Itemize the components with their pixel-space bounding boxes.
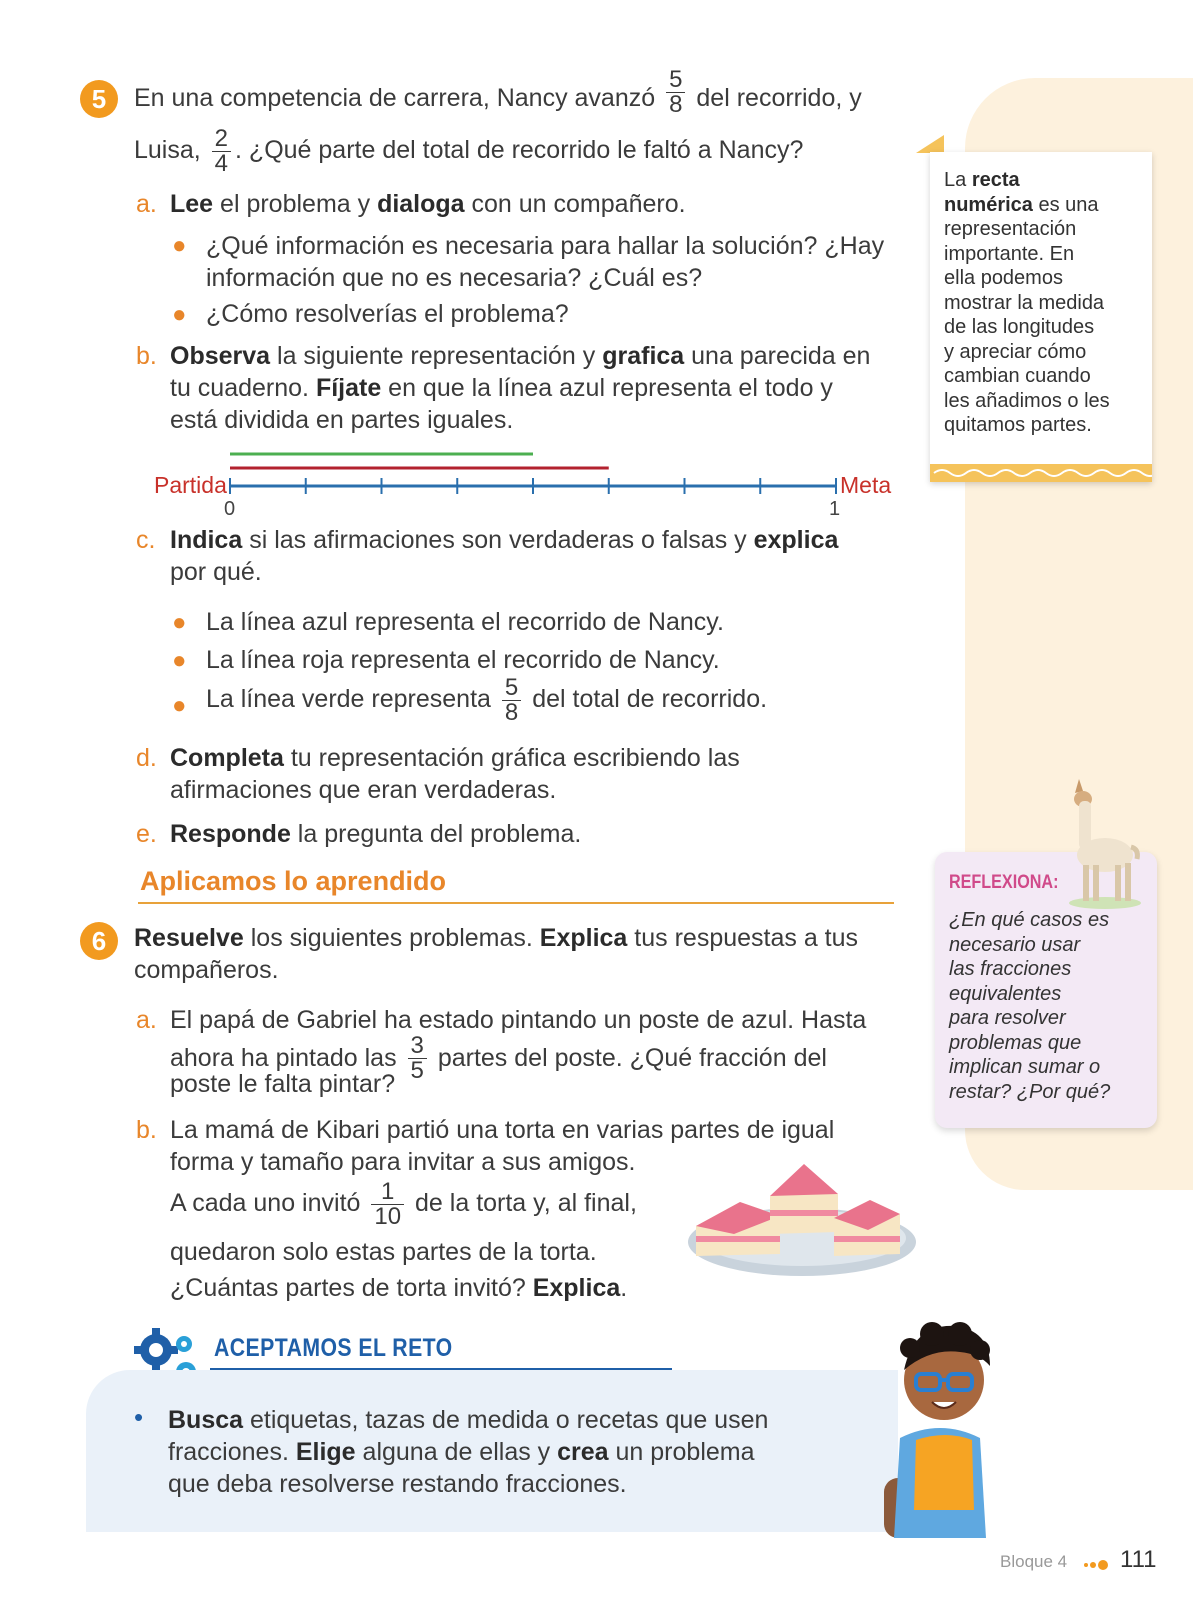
reflexiona-line: ¿En qué casos es <box>949 909 1110 931</box>
reflexiona-line: restar? ¿Por qué? <box>949 1080 1111 1103</box>
item-text: con un compañero. <box>464 190 686 218</box>
reflexiona-title: REFLEXIONA: <box>949 872 1059 893</box>
item-text: la pregunta del problema. <box>290 820 582 848</box>
item-text: tu cuaderno. <box>170 374 316 402</box>
item-text: afirmaciones que eran verdaderas. <box>170 776 557 804</box>
item-6a-line-1: El papá de Gabriel ha estado pintando un poste de azul. Hasta <box>170 1006 867 1034</box>
fraction-denominator: 8 <box>504 699 519 726</box>
item-text: un problema <box>608 1438 755 1466</box>
bold-word: Elige <box>295 1438 356 1466</box>
reflexiona-line: problemas que <box>949 1031 1082 1054</box>
note-line: de las longitudes <box>944 316 1095 338</box>
item-5e-text <box>170 818 581 850</box>
reflexiona-line: necesario usar <box>949 933 1081 956</box>
fraction-3-5 <box>408 1034 427 1083</box>
fraction-denominator: 10 <box>374 1203 402 1230</box>
item-5b-letter: b. <box>136 342 157 370</box>
note-line: quitamos partes. <box>944 414 1092 436</box>
item-5c-letter: c. <box>136 526 156 554</box>
item-text: la siguiente representación y <box>270 342 603 370</box>
bold-word: Explica <box>539 924 628 952</box>
section-heading: Aplicamos lo aprendido <box>140 866 447 896</box>
number-line-start-label: Partida <box>154 472 227 498</box>
note-line: mostrar la medida <box>944 291 1105 314</box>
fraction-numerator: 5 <box>666 68 685 93</box>
bold-word: Resuelve <box>134 924 244 952</box>
item-5b-text <box>170 340 870 436</box>
problem-5-text: Luisa, <box>134 136 201 165</box>
number-line-tick-1: 1 <box>829 498 841 520</box>
item-5c-bullet-3 <box>206 676 767 725</box>
bullet-icon: ● <box>172 232 187 259</box>
fraction-denominator: 4 <box>214 150 229 177</box>
bullet-icon: ● <box>172 301 187 328</box>
fraction-5-8 <box>502 676 521 725</box>
number-line-tick-0: 0 <box>224 498 236 520</box>
problem-5-text: . ¿Qué parte del total de recorrido le faltó a Nancy? <box>235 136 804 165</box>
item-text: A cada uno invitó <box>170 1189 361 1218</box>
bold-word: dialoga <box>377 190 465 218</box>
reflexiona-line: las fracciones <box>949 958 1072 980</box>
fraction-denominator: 5 <box>410 1057 424 1084</box>
page-number: 111 <box>1120 1546 1157 1573</box>
item-text: ¿Cuántas partes de torta invitó? <box>170 1274 533 1302</box>
item-5a-bullet-2: ¿Cómo resolverías el problema? <box>206 300 569 328</box>
item-5d-text <box>170 742 740 806</box>
item-text: fracciones. <box>168 1438 296 1466</box>
number-line-diagram <box>220 446 850 506</box>
reflexiona-text <box>949 908 1149 1104</box>
problem-5-text: En una competencia de carrera, Nancy avanzó <box>134 84 656 113</box>
bullet-text: del total de recorrido. <box>532 685 768 714</box>
bold-word: Busca <box>168 1406 244 1434</box>
problem-5-line-1 <box>134 66 862 118</box>
item-6b-line-1: La mamá de Kibari partió una torta en varias partes de igual <box>170 1116 835 1144</box>
reto-title: ACEPTAMOS EL RETO <box>214 1334 453 1362</box>
problem-6-text <box>134 922 858 986</box>
fraction-2-4 <box>212 127 231 176</box>
section-divider <box>138 902 894 904</box>
item-6b-line-4: quedaron solo estas partes de la torta. <box>170 1238 597 1266</box>
bold-word: crea <box>557 1438 609 1466</box>
fraction-numerator: 5 <box>502 676 521 701</box>
item-5c-text <box>170 524 838 588</box>
bullet-icon: • <box>134 1402 144 1432</box>
note-wave-border <box>930 464 1152 482</box>
item-text: los siguientes problemas. <box>243 924 540 952</box>
item-text: en que la línea azul representa el todo y <box>381 374 833 402</box>
fraction-numerator: 2 <box>212 127 231 152</box>
item-6b-line-2: forma y tamaño para invitar a sus amigos. <box>170 1148 636 1176</box>
reflexiona-line: para resolver <box>949 1007 1066 1029</box>
item-5d-letter: d. <box>136 744 157 772</box>
item-5c-bullet-2: La línea roja representa el recorrido de Nancy. <box>206 646 720 674</box>
item-text: que deba resolverse restando fracciones. <box>168 1470 627 1498</box>
item-text: de la torta y, al final, <box>415 1189 637 1218</box>
problem-5-text: del recorrido, y <box>696 84 862 113</box>
number-line-end-label: Meta <box>840 472 892 498</box>
note-line: cambian cuando <box>944 365 1091 387</box>
reflexiona-line: implican sumar o <box>949 1056 1101 1078</box>
item-6a-line-3: poste le falta pintar? <box>170 1070 396 1098</box>
fraction-1-10 <box>371 1180 404 1229</box>
fraction-numerator: 1 <box>371 1180 404 1205</box>
note-text-suffix: es una <box>1032 193 1099 216</box>
item-5e-letter: e. <box>136 820 157 848</box>
item-text: ahora ha pintado las <box>170 1044 397 1073</box>
item-6b-line-3 <box>170 1180 637 1229</box>
fraction-numerator: 3 <box>408 1034 427 1059</box>
item-text: tu representación gráfica escribiendo las <box>283 744 740 772</box>
bullet-text: La línea verde representa <box>206 685 491 714</box>
cake-plate-illustration <box>684 1156 920 1278</box>
problem-6-number: 6 <box>80 922 118 960</box>
item-6b-line-5 <box>170 1272 627 1304</box>
bold-word: Observa <box>170 342 271 370</box>
item-5c-bullet-1: La línea azul representa el recorrido de Nancy. <box>206 608 724 636</box>
note-bold-recta: recta <box>971 169 1020 191</box>
bullet-icon: ● <box>172 692 187 719</box>
sidebar-note-text <box>930 152 1152 454</box>
item-5a-bullet-1 <box>206 230 884 294</box>
note-line: representación <box>944 218 1077 240</box>
item-text: . <box>620 1274 628 1302</box>
bold-word: Lee <box>170 190 214 218</box>
item-5a-letter: a. <box>136 190 157 218</box>
bold-word: Fíjate <box>315 374 382 402</box>
llama-illustration <box>1055 775 1145 910</box>
item-text: partes del poste. ¿Qué fracción del <box>437 1044 827 1073</box>
fraction-5-8 <box>666 68 685 117</box>
note-line: y apreciar cómo <box>944 340 1087 363</box>
bold-word: Explica <box>532 1274 621 1302</box>
boy-illustration <box>880 1318 1010 1540</box>
reflexiona-line: equivalentes <box>949 982 1062 1005</box>
sidebar-note-card <box>930 152 1152 482</box>
item-text: por qué. <box>170 558 262 586</box>
item-6a-letter: a. <box>136 1006 157 1034</box>
item-text: si las afirmaciones son verdaderas o falsas y <box>242 526 754 554</box>
item-text: compañeros. <box>134 956 279 984</box>
item-text: una parecida en <box>684 342 871 370</box>
reto-text <box>168 1404 768 1500</box>
problem-5-line-2 <box>134 127 803 176</box>
note-bold-numerica: numérica <box>944 193 1033 216</box>
note-line: ella podemos <box>944 267 1063 289</box>
note-line: importante. En <box>944 242 1075 265</box>
item-text: alguna de ellas y <box>355 1438 558 1466</box>
bullet-text: ¿Qué información es necesaria para hallar la solución? ¿Hay <box>206 232 885 260</box>
bold-word: Completa <box>170 744 284 772</box>
item-text: etiquetas, tazas de medida o recetas que usen <box>243 1406 769 1434</box>
bold-word: Responde <box>170 820 291 848</box>
item-text: está dividida en partes iguales. <box>170 406 514 434</box>
bullet-icon: ● <box>172 609 187 636</box>
problem-5-number: 5 <box>80 80 118 118</box>
bold-word: Indica <box>170 526 243 554</box>
item-text: el problema y <box>213 190 378 218</box>
item-5a-text <box>170 188 686 220</box>
bullet-icon: ● <box>172 647 187 674</box>
item-text: tus respuestas a tus <box>627 924 859 952</box>
bold-word: grafica <box>602 342 685 370</box>
note-line: les añadimos o les <box>944 389 1110 412</box>
bold-word: explica <box>753 526 839 554</box>
footer-dots-icon <box>1082 1558 1112 1572</box>
bullet-text: información que no es necesaria? ¿Cuál es? <box>206 264 703 292</box>
footer-block-label: Bloque 4 <box>1000 1552 1068 1571</box>
item-6b-letter: b. <box>136 1116 157 1144</box>
fraction-denominator: 8 <box>669 91 683 118</box>
note-text-prefix: La <box>944 169 972 191</box>
